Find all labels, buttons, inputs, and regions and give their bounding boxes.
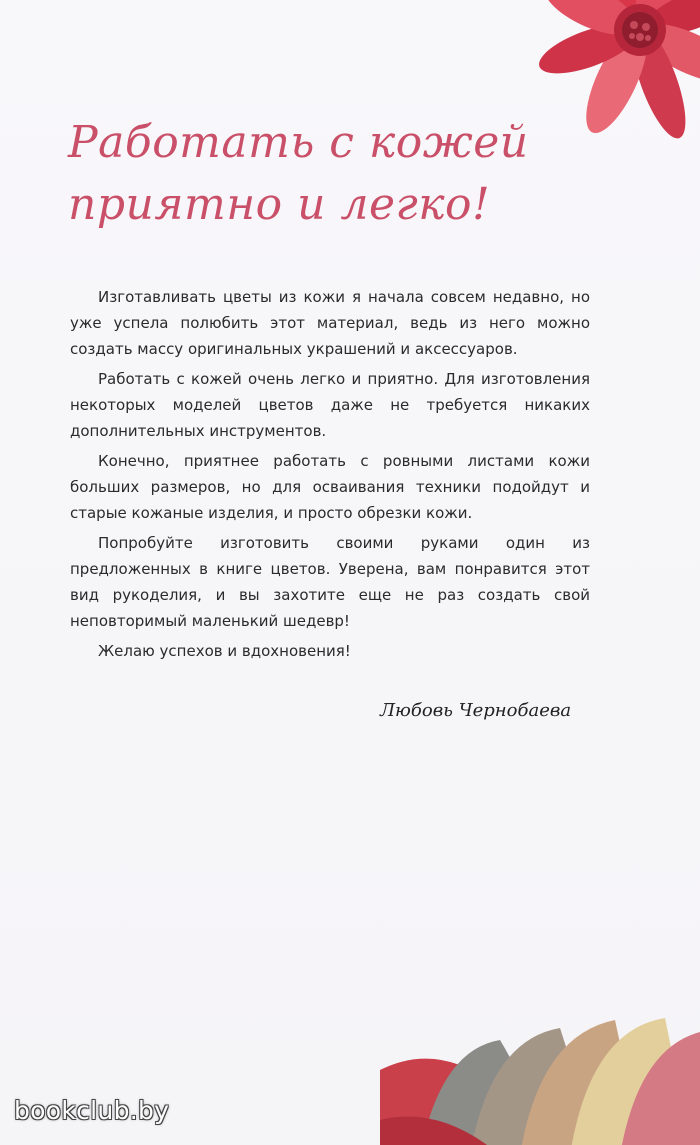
page-title — [68, 112, 628, 236]
paragraph: Попробуйте изготовить своими руками один из предложенных в книге цветов. Уверена, вам понравится этот вид рукоделия, и вы захотите еще не раз создать свой неповторимый маленький шедевр! — [70, 534, 590, 630]
paragraph: Конечно, приятнее работать с ровными листами кожи больших размеров, но для осваивания техники подойдут и старые кожаные изделия, и просто обрезки кожи. — [70, 452, 590, 522]
leather-swatches-decoration — [380, 1010, 700, 1145]
author-signature: Любовь Чернобаева — [380, 700, 572, 721]
title-line-1: Работать с кожей — [68, 117, 529, 168]
paragraph: Желаю успехов и вдохновения! — [98, 642, 351, 660]
title-line-2: приятно и легко! — [68, 179, 491, 230]
paragraph: Работать с кожей очень легко и приятно. Для изготовления некоторых моделей цветов даже не требуется никаких дополнительных инструментов. — [70, 370, 590, 440]
paragraph: Изготавливать цветы из кожи я начала совсем недавно, но уже успела полюбить этот материал, ведь из него можно создать массу оригинальных украшений и аксессуаров. — [70, 288, 590, 358]
body-text — [70, 284, 590, 668]
watermark-text: bookclub.by — [14, 1096, 170, 1125]
